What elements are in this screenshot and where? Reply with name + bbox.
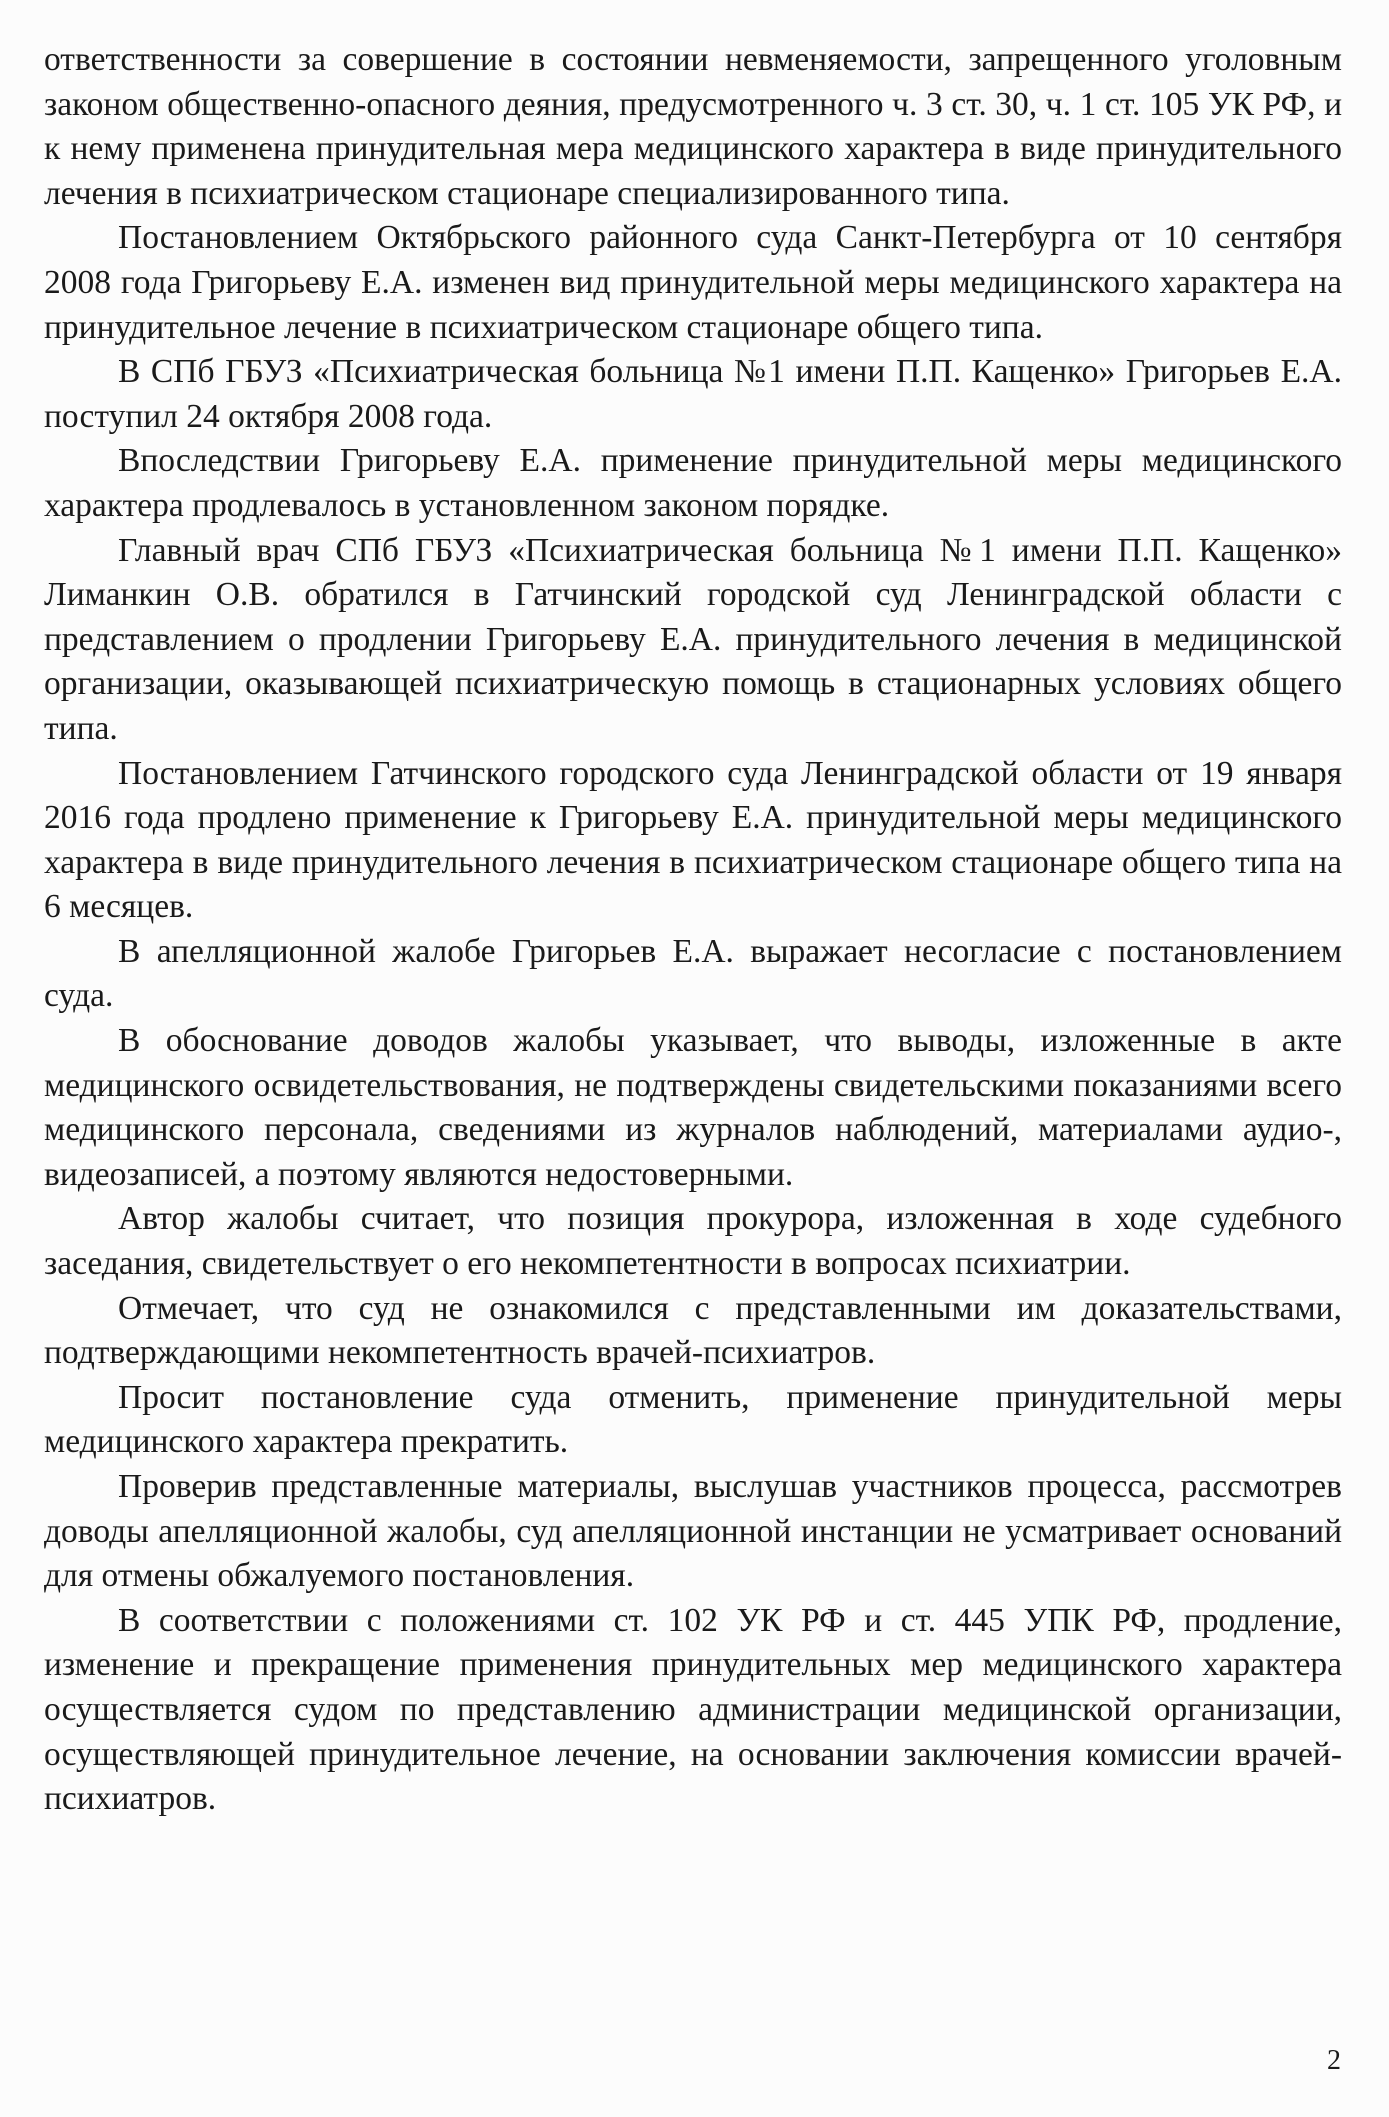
paragraph-2: Постановлением Октябрьского районного суда Санкт-Петербурга от 10 сентября 2008 года Григорьеву Е.А. изменен вид принудительной меры медицинского характера на принудительное лечение в психиатрическом стационаре общего типа. <box>44 219 1342 346</box>
paragraph-13: В соответствии с положениями ст. 102 УК РФ и ст. 445 УПК РФ, продление, изменение и прекращение применения принудительных мер медицинского характера осуществляется судом по представлению администрации медицинской организации, осуществляющей принудительное лечение, на основании заключения комиссии врачей-психиатров. <box>44 1601 1342 1818</box>
paragraph-11: Просит постановление суда отменить, применение принудительной меры медицинского характера прекратить. <box>44 1378 1342 1461</box>
paragraph-12: Проверив представленные материалы, выслушав участников процесса, рассмотрев доводы апелляционной жалобы, суд апелляционной инстанции не усматривает оснований для отмены обжалуемого постановления. <box>44 1468 1342 1595</box>
paragraph-8: В обоснование доводов жалобы указывает, что выводы, изложенные в акте медицинского освидетельствования, не подтверждены свидетельскими показаниями всего медицинского персонала, сведениями из журналов наблюдений, материалами аудио-, видеозаписей, а поэтому являются недостоверными. <box>44 1022 1342 1193</box>
paragraph-5: Главный врач СПб ГБУЗ «Психиатрическая больница №1 имени П.П. Кащенко» Лиманкин О.В. обратился в Гатчинский городской суд Ленинградской области с представлением о продлении Григорьеву Е.А. принудительного лечения в медицинской организации, оказывающей психиатрическую помощь в стационарных условиях общего типа. <box>44 531 1342 747</box>
paragraph-4: Впоследствии Григорьеву Е.А. применение принудительной меры медицинского характера продлевалось в установленном законом порядке. <box>44 442 1342 524</box>
paragraph-3: В СПб ГБУЗ «Психиатрическая больница №1 имени П.П. Кащенко» Григорьев Е.А. поступил 24 октября 2008 года. <box>44 353 1342 435</box>
page-number: 2 <box>1327 2045 1341 2076</box>
paragraph-7: В апелляционной жалобе Григорьев Е.А. выражает несогласие с постановлением суда. <box>44 932 1342 1015</box>
paragraph-10: Отмечает, что суд не ознакомился с представленными им доказательствами, подтверждающими некомпетентность врачей-психиатров. <box>44 1289 1342 1372</box>
paragraph-6: Постановлением Гатчинского городского суда Ленинградской области от 19 января 2016 года продлено применение к Григорьеву Е.А. принудительной меры медицинского характера в виде принудительного лечения в психиатрическом стационаре общего типа на 6 месяцев. <box>44 754 1342 926</box>
paragraph-1: ответственности за совершение в состоянии невменяемости, запрещенного уголовным законом общественно-опасного деяния, предусмотренного ч. 3 ст. 30, ч. 1 ст. 105 УК РФ, и к нему применена принудительная мера медицинского характера в виде принудительного лечения в психиатрическом стационаре специализированного типа. <box>44 41 1342 212</box>
paragraph-9: Автор жалобы считает, что позиция прокурора, изложенная в ходе судебного заседания, свидетельствует о его некомпетентности в вопросах психиатрии. <box>44 1200 1342 1283</box>
document-body <box>44 38 1342 1822</box>
